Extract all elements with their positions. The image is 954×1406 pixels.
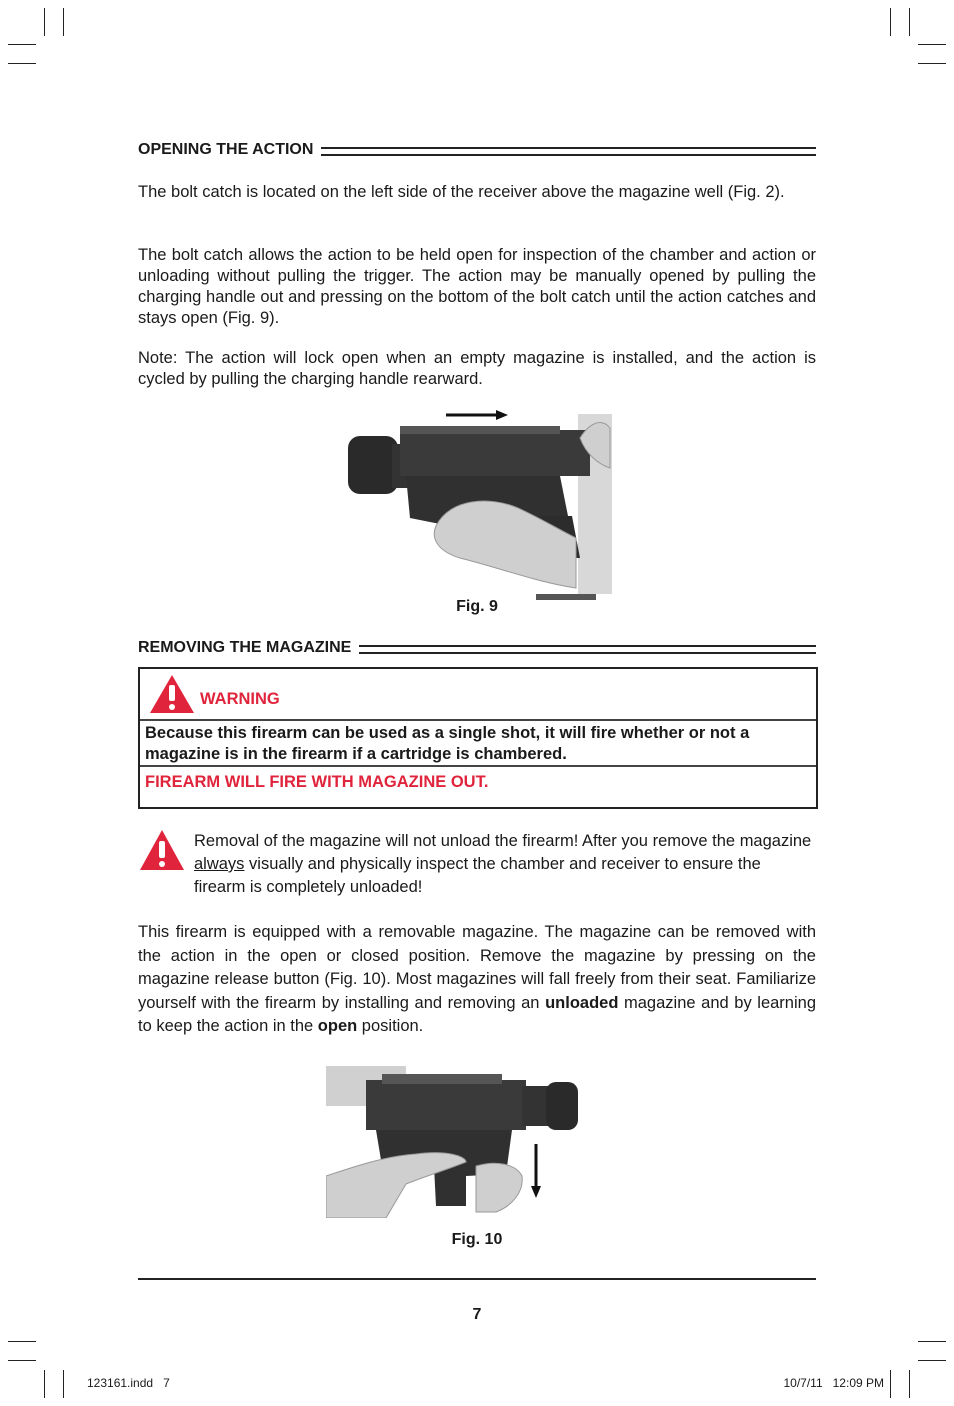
paragraph-text-part: This firearm is equipped with a removable magazine. The magazine can be removed with the action in the open or closed position. Remove the magazine by pressing on the magazine release button (Fig. 10). Most magazines will fall freely from their seat. Familiarize yourself with the firearm by installing and removing an: [138, 923, 816, 1012]
caution-text-part: Removal of the magazine will not unload the firearm! After you remove the magazine: [194, 832, 812, 850]
warning-triangle-icon: [148, 673, 196, 715]
caution-text-part: visually and physically inspect the chamber and receiver to ensure the firearm is completely unloaded!: [194, 855, 761, 896]
figure-10-image: [326, 1066, 580, 1218]
paragraph-note: Note: The action will lock open when an empty magazine is installed, and the action is cycled by pulling the charging handle rearward.: [138, 349, 816, 388]
crop-mark: [8, 1341, 36, 1342]
emphasis-open: open: [317, 1017, 358, 1035]
figure-9-caption: Fig. 9: [456, 598, 498, 615]
warning-header: [140, 669, 816, 721]
crop-mark: [44, 1370, 45, 1398]
emphasis-unloaded: unloaded: [545, 993, 619, 1012]
warning-box: [138, 667, 818, 809]
figure-10-caption: Fig. 10: [451, 1231, 503, 1248]
crop-mark: [63, 8, 64, 36]
crop-mark: [918, 63, 946, 64]
paragraph-text-part: magazine and by learning to keep the action in the: [138, 993, 816, 1035]
figure-9-image: [340, 408, 612, 602]
crop-mark: [8, 44, 36, 45]
slug-filename: 123161.indd 7: [87, 1376, 170, 1390]
warning-text: Because this firearm can be used as a single shot, it will fire whether or not a magazine is in the firearm if a cartridge is chambered.: [140, 721, 816, 767]
crop-mark: [890, 8, 891, 36]
crop-mark: [63, 1370, 64, 1398]
caution-triangle-icon: [138, 828, 186, 872]
crop-mark: [909, 8, 910, 36]
section-header-removing-magazine: [138, 638, 816, 658]
section-title: REMOVING THE MAGAZINE: [138, 639, 352, 656]
header-rule: [321, 147, 816, 156]
paragraph-text-part: position.: [357, 1017, 424, 1035]
crop-mark: [918, 44, 946, 45]
footer-rule: [138, 1278, 816, 1280]
paragraph-bolt-catch-location: The bolt catch is located on the left side of the receiver above the magazine well (Fig. 2).: [138, 183, 785, 201]
crop-mark: [890, 1370, 891, 1398]
crop-mark: [8, 1360, 36, 1361]
crop-mark: [44, 8, 45, 36]
page-number: 7: [472, 1306, 482, 1323]
rifle-hand-illustration: [340, 408, 612, 602]
crop-mark: [918, 1360, 946, 1361]
caution-text: [194, 830, 816, 899]
header-rule: [359, 645, 816, 654]
section-title: OPENING THE ACTION: [138, 141, 314, 158]
paragraph-removable-magazine: [138, 921, 816, 1039]
warning-label: WARNING: [200, 690, 280, 708]
slug-date: 10/7/11 12:09 PM: [783, 1376, 884, 1390]
caution-underlined-word: always: [194, 855, 245, 873]
section-header-opening-action: [138, 140, 816, 160]
warning-emphasis: FIREARM WILL FIRE WITH MAGAZINE OUT.: [145, 773, 489, 791]
paragraph-bolt-catch-function: The bolt catch allows the action to be held open for inspection of the chamber and action or unloading without pulling the trigger. The action may be manually opened by pulling the charging handle out and pressing on the bottom of the bolt catch until the action catches and stays open (Fig. 9).: [138, 246, 816, 327]
crop-mark: [918, 1341, 946, 1342]
rifle-magazine-release-illustration: [326, 1066, 580, 1218]
crop-mark: [8, 63, 36, 64]
crop-mark: [909, 1370, 910, 1398]
